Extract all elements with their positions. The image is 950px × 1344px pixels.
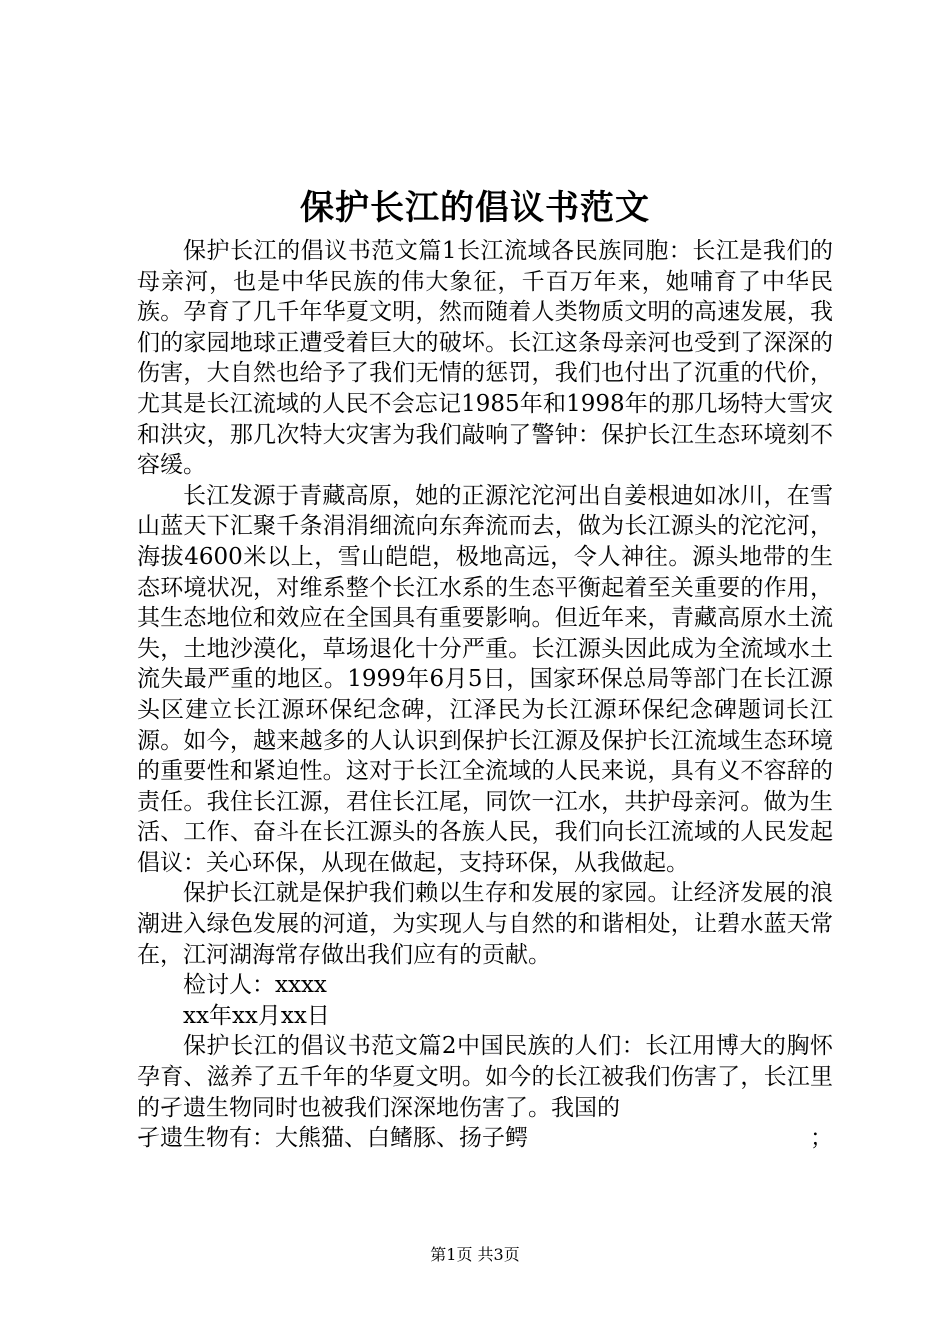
paragraph-4-last-line xyxy=(137,1123,833,1154)
paragraph-4-last-line-punct: ； xyxy=(810,1125,833,1152)
page-footer: 第1页 共3页 xyxy=(430,1245,520,1264)
date-line: xx年xx月xx日 xyxy=(183,1002,330,1029)
paragraph-4: 保护长江的倡议书范文篇2中国民族的人们：长江用博大的胸怀孕育、滋养了五千年的华夏文明。如今的长江被我们伤害了，长江里的孑遗生物同时也被我们深深地伤害了。我国的 xyxy=(137,1033,833,1121)
paragraph-3: 保护长江就是保护我们赖以生存和发展的家园。让经济发展的浪潮进入绿色发展的河道，为实现人与自然的和谐相处，让碧水蓝天常在，江河湖海常存做出我们应有的贡献。 xyxy=(137,880,833,968)
document-body xyxy=(137,236,833,1154)
paragraph-2: 长江发源于青藏高原，她的正源沱沱河出自姜根迪如冰川，在雪山蓝天下汇聚千条涓涓细流向东奔流而去，做为长江源头的沱沱河，海拔4600米以上，雪山皑皑，极地高远，令人神往。源头地带的生态环境状况，对维系整个长江水系的生态平衡起着至关重要的作用，其生态地位和效应在全国具有重要影响。但近年来，青藏高原水土流失，土地沙漠化，草场退化十分严重。长江源头因此成为全流域水土流失最严重的地区。1999年6月5日，国家环保总局等部门在长江源头区建立长江源环保纪念碑，江泽民为长江源环保纪念碑题词长江源。如今，越来越多的人认识到保护长江源及保护长江流域生态环境的重要性和紧迫性。这对于长江全流域的人民来说，具有义不容辞的责任。我住长江源，君住长江尾，同饮一江水，共护母亲河。做为生活、工作、奋斗在长江源头的各族人民，我们向长江流域的人民发起倡议：关心环保，从现在做起，支持环保，从我做起。 xyxy=(137,482,833,876)
document-title: 保护长江的倡议书范文 xyxy=(300,188,650,228)
paragraph-1: 保护长江的倡议书范文篇1长江流域各民族同胞：长江是我们的母亲河，也是中华民族的伟大象征，千百万年来，她哺育了中华民族。孕育了几千年华夏文明，然而随着人类物质文明的高速发展，我们的家园地球正遭受着巨大的破坏。长江这条母亲河也受到了深深的伤害，大自然也给予了我们无情的惩罚，我们也付出了沉重的代价，尤其是长江流域的人民不会忘记1985年和1998年的那几场特大雪灾和洪灾，那几次特大灾害为我们敲响了警钟：保护长江生态环境刻不容缓。 xyxy=(137,238,833,479)
paragraph-4-last-line-text: 孑遗生物有：大熊猫、白鳍豚、扬子鳄 xyxy=(137,1125,528,1152)
signer-line: 检讨人：xxxx xyxy=(183,972,327,999)
